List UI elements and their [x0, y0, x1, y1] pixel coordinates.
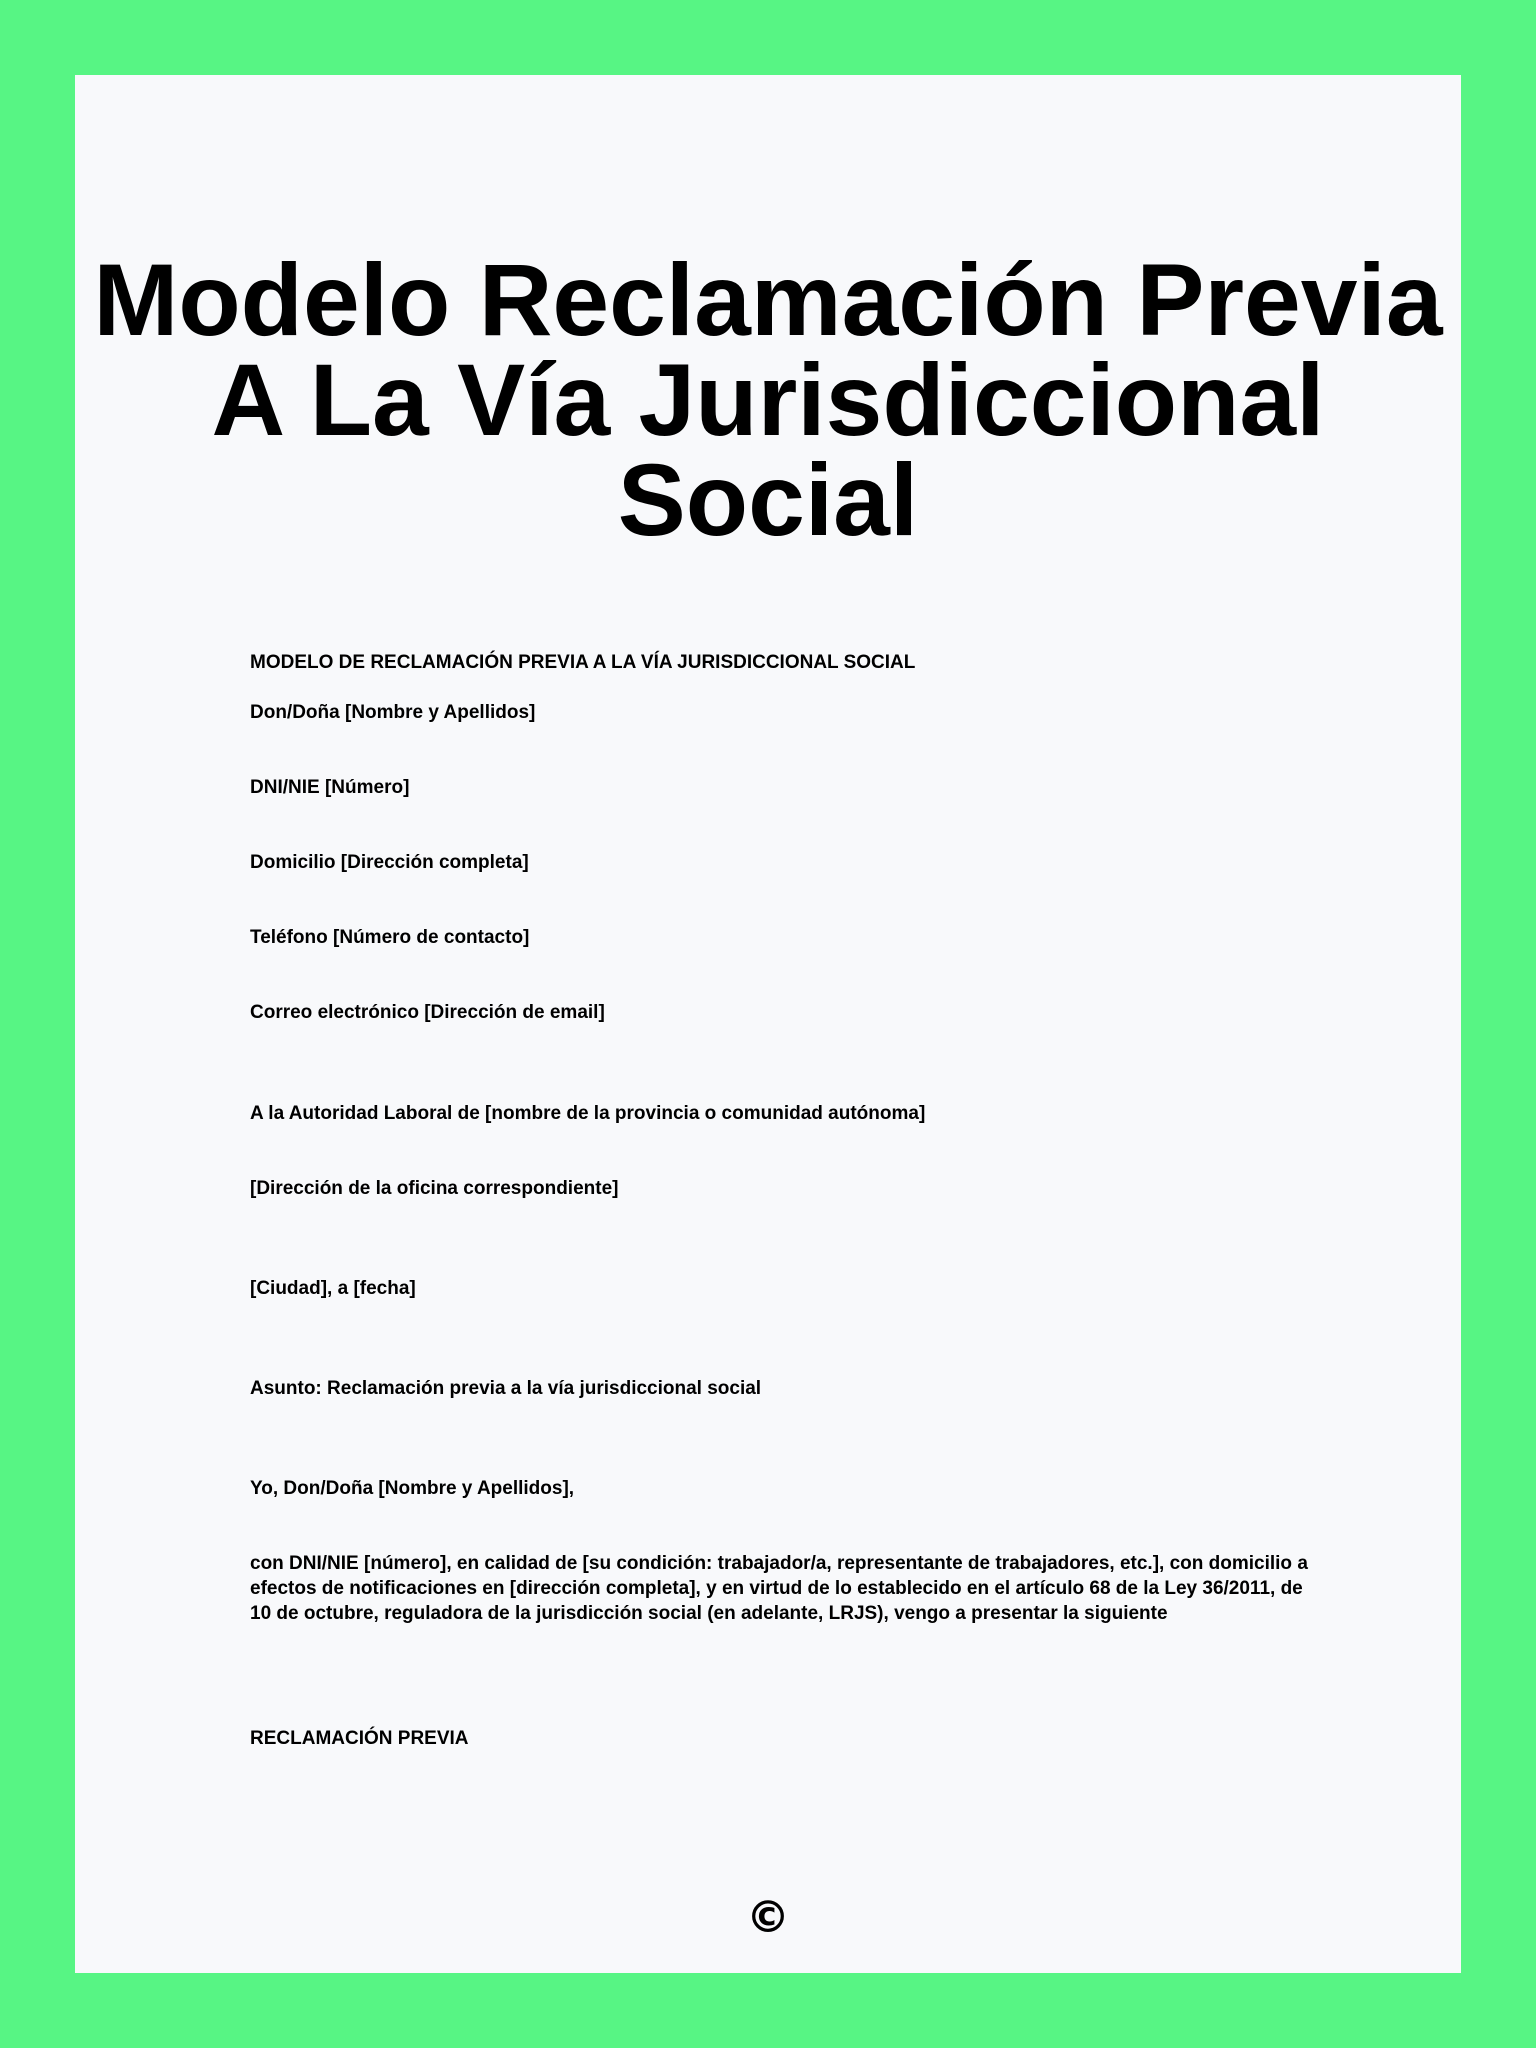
sender-address: Domicilio [Dirección completa]: [250, 852, 529, 873]
subject-line: Asunto: Reclamación previa a la vía jurisdiccional social: [250, 1378, 762, 1399]
sender-name: Don/Doña [Nombre y Apellidos]: [250, 702, 536, 723]
place-and-date: [Ciudad], a [fecha]: [250, 1278, 416, 1299]
intro-line: Yo, Don/Doña [Nombre y Apellidos],: [250, 1478, 575, 1499]
recipient-office-address: [Dirección de la oficina correspondiente]: [250, 1178, 619, 1199]
recipient-authority: A la Autoridad Laboral de [nombre de la provincia o comunidad autónoma]: [250, 1103, 926, 1124]
section-heading: RECLAMACIÓN PREVIA: [250, 1728, 469, 1749]
sender-email: Correo electrónico [Dirección de email]: [250, 1002, 605, 1023]
document-page: [75, 75, 1461, 1973]
sender-id: DNI/NIE [Número]: [250, 777, 410, 798]
document-heading: MODELO DE RECLAMACIÓN PREVIA A LA VÍA JURISDICCIONAL SOCIAL: [250, 652, 916, 673]
sender-phone: Teléfono [Número de contacto]: [250, 927, 530, 948]
body-paragraph: con DNI/NIE [número], en calidad de [su condición: trabajador/a, representante de trabajadores, etc.], con domicilio a efectos de notificaciones en [dirección completa], y en virtud de lo establecido en el artículo 68 de la Ley 36/2011, de 10 de octubre, reguladora de la jurisdicción social (en adelante, LRJS), vengo a presentar la siguiente: [250, 1553, 1308, 1624]
document-title: Modelo Reclamación Previa A La Vía Jurisdiccional Social: [93, 243, 1443, 557]
copyright-icon: ©: [746, 1892, 790, 1943]
